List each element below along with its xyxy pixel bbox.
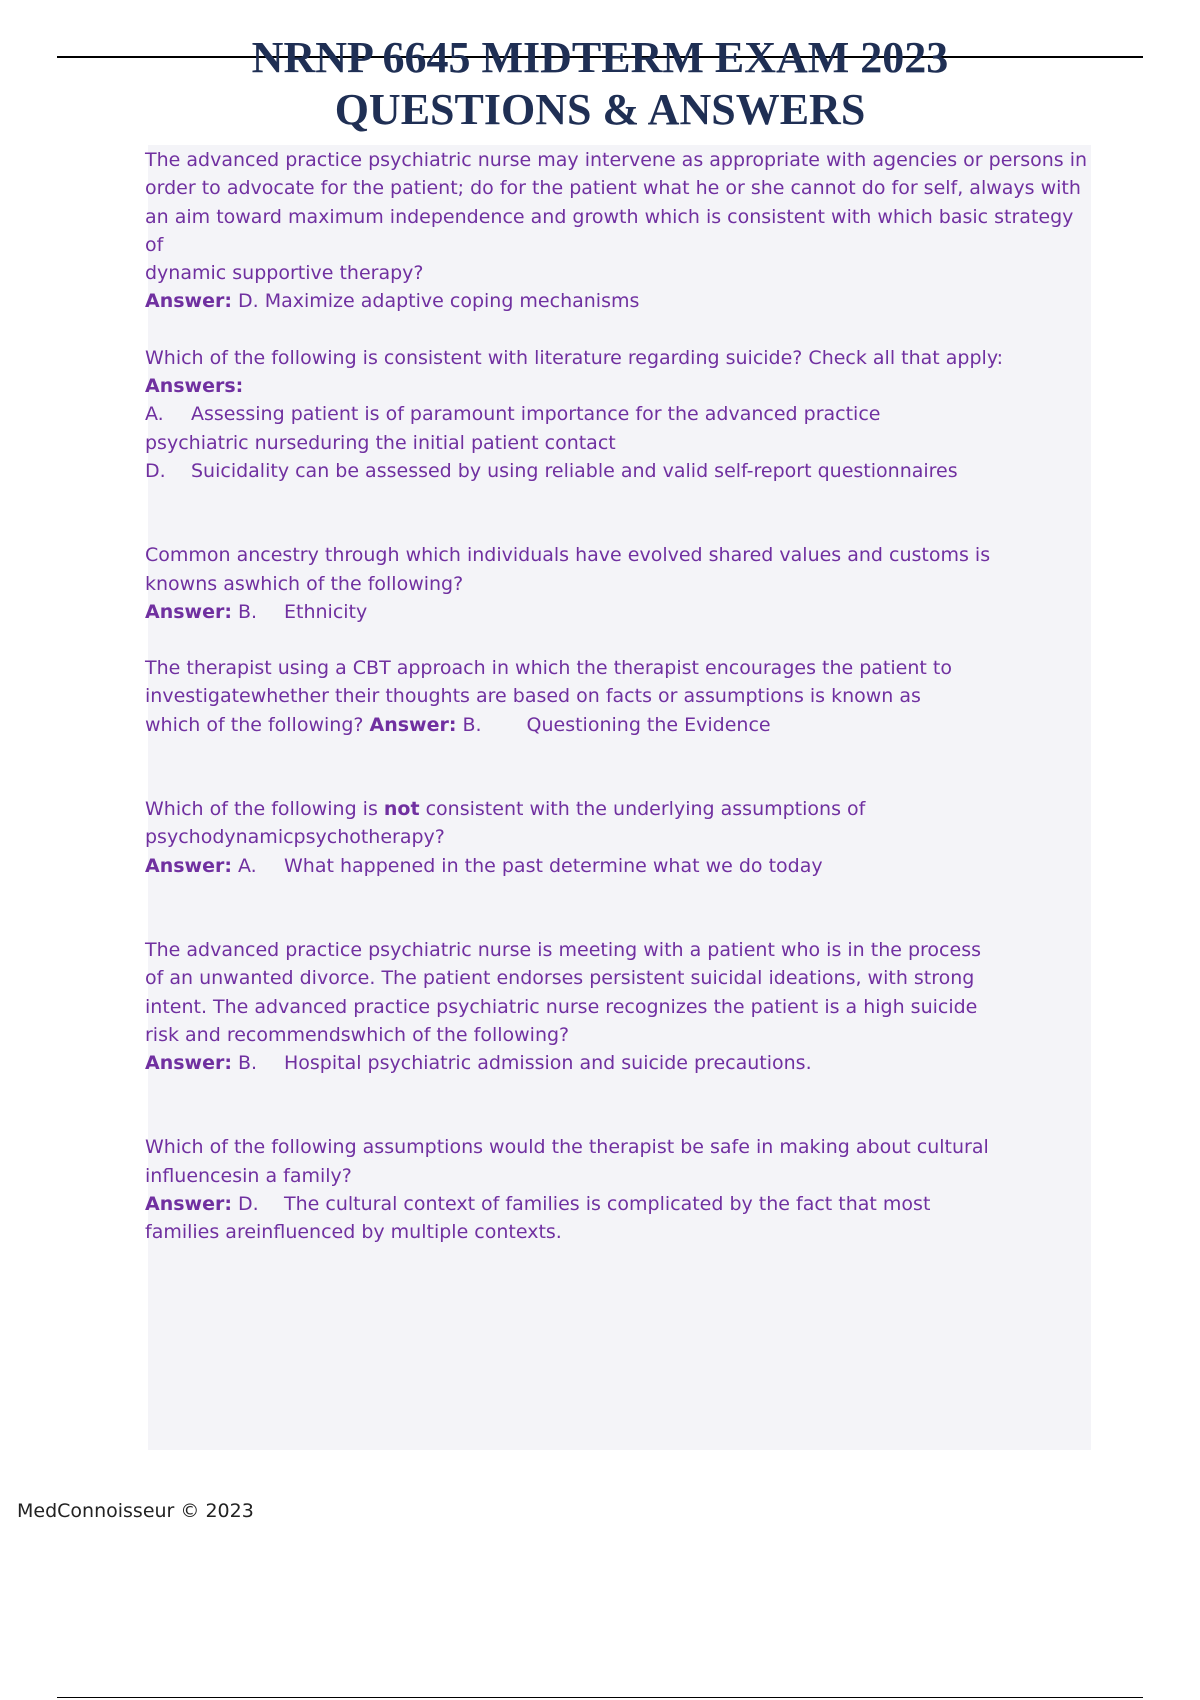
option-text: Assessing patient is of paramount importance for the advanced practice	[191, 403, 881, 426]
option-letter: D.	[145, 459, 166, 482]
qa-content	[145, 146, 1095, 1247]
question-1-line-3: an aim toward maximum independence and growth which is consistent with which basic strategy of	[145, 205, 1074, 256]
question-1-line-1: The advanced practice psychiatric nurse may intervene as appropriate with agencies or persons in	[145, 149, 1088, 171]
question-6-line-4: risk and recommendswhich of the following?	[145, 1023, 570, 1046]
answer-7	[145, 1190, 1095, 1218]
answer-4-text: Questioning the Evidence	[526, 713, 771, 736]
question-5-line-2: psychodynamicpsychotherapy?	[145, 826, 445, 849]
answer-1	[145, 287, 1095, 315]
question-5-emphasis: not	[383, 798, 420, 821]
option-letter: A.	[145, 403, 164, 426]
answer-7-text: The cultural context of families is complicated by the fact that most	[284, 1193, 931, 1216]
question-5-pre: Which of the following is	[145, 798, 378, 821]
question-block-4	[145, 654, 1095, 739]
question-6-line-2: of an unwanted divorce. The patient endorses persistent suicidal ideations, with strong	[145, 967, 975, 990]
question-6-line-1: The advanced practice psychiatric nurse is meeting with a patient who is in the process	[145, 938, 981, 961]
answer-4	[145, 711, 1095, 739]
copyright-footer: MedConnoisseur © 2023	[17, 1500, 254, 1522]
answer-3-text: Ethnicity	[284, 600, 368, 623]
question-3-line-1: Common ancestry through which individuals have evolved shared values and customs is	[145, 544, 991, 567]
answer-4-letter: B.	[462, 713, 482, 736]
answer-label: Answer:	[369, 713, 457, 736]
answer-label: Answer:	[145, 1193, 232, 1216]
question-5-line-1	[145, 795, 1095, 823]
question-4-tail: which of the following?	[145, 713, 364, 736]
answer-6-text: Hospital psychiatric admission and suicide precautions.	[284, 1052, 812, 1075]
question-block-3	[145, 541, 1095, 626]
question-3-line-2: knowns aswhich of the following?	[145, 572, 464, 595]
answer-7-line-2: families areinfluenced by multiple contexts.	[145, 1221, 562, 1244]
page-title-line-1: NRNP 6645 MIDTERM EXAM 2023	[251, 33, 949, 82]
question-block-1	[145, 146, 1095, 316]
answer-2-option-a-cont: psychiatric nurseduring the initial patient contact	[145, 431, 616, 454]
question-1-line-4: dynamic supportive therapy?	[145, 262, 424, 285]
question-block-6	[145, 936, 1095, 1077]
question-6-line-3: intent. The advanced practice psychiatric nurse recognizes the patient is a high suicide	[145, 995, 978, 1018]
answer-2-option-d	[145, 457, 1095, 485]
question-2-text: Which of the following is consistent with literature regarding suicide? Check all that apply:	[145, 346, 1004, 369]
answer-2-option-a	[145, 400, 1095, 428]
question-4-line-1: The therapist using a CBT approach in which the therapist encourages the patient to	[145, 657, 952, 680]
question-7-line-1: Which of the following assumptions would the therapist be safe in making about cultural	[145, 1136, 989, 1159]
question-block-2	[145, 344, 1095, 485]
question-block-5	[145, 795, 1095, 880]
question-7-line-2: influencesin a family?	[145, 1164, 352, 1187]
answer-5	[145, 852, 1095, 880]
answer-label: Answer:	[145, 290, 232, 313]
answer-5-text: What happened in the past determine what we do today	[284, 854, 823, 877]
answer-3	[145, 598, 1095, 626]
answer-7-letter: D.	[238, 1193, 259, 1216]
answer-3-letter: B.	[238, 600, 258, 623]
option-text: Suicidality can be assessed by using reliable and valid self-report questionnaires	[191, 459, 958, 482]
page-title-line-2: QUESTIONS & ANSWERS	[334, 85, 866, 134]
question-1-line-2: order to advocate for the patient; do for the patient what he or she cannot do for self, always with	[145, 177, 1081, 200]
footer-rule	[57, 1697, 1143, 1698]
answer-label: Answer:	[145, 854, 232, 877]
answer-6	[145, 1049, 1095, 1077]
answer-label: Answer:	[145, 1052, 232, 1075]
answer-1-text: D. Maximize adaptive coping mechanisms	[238, 290, 640, 313]
question-4-line-2: investigatewhether their thoughts are based on facts or assumptions is known as	[145, 685, 921, 708]
question-block-7	[145, 1133, 1095, 1246]
answer-6-letter: B.	[238, 1052, 258, 1075]
question-5-post: consistent with the underlying assumptions of	[425, 798, 866, 821]
answers-label: Answers:	[145, 375, 244, 398]
answer-label: Answer:	[145, 600, 232, 623]
answer-5-letter: A.	[238, 854, 257, 877]
